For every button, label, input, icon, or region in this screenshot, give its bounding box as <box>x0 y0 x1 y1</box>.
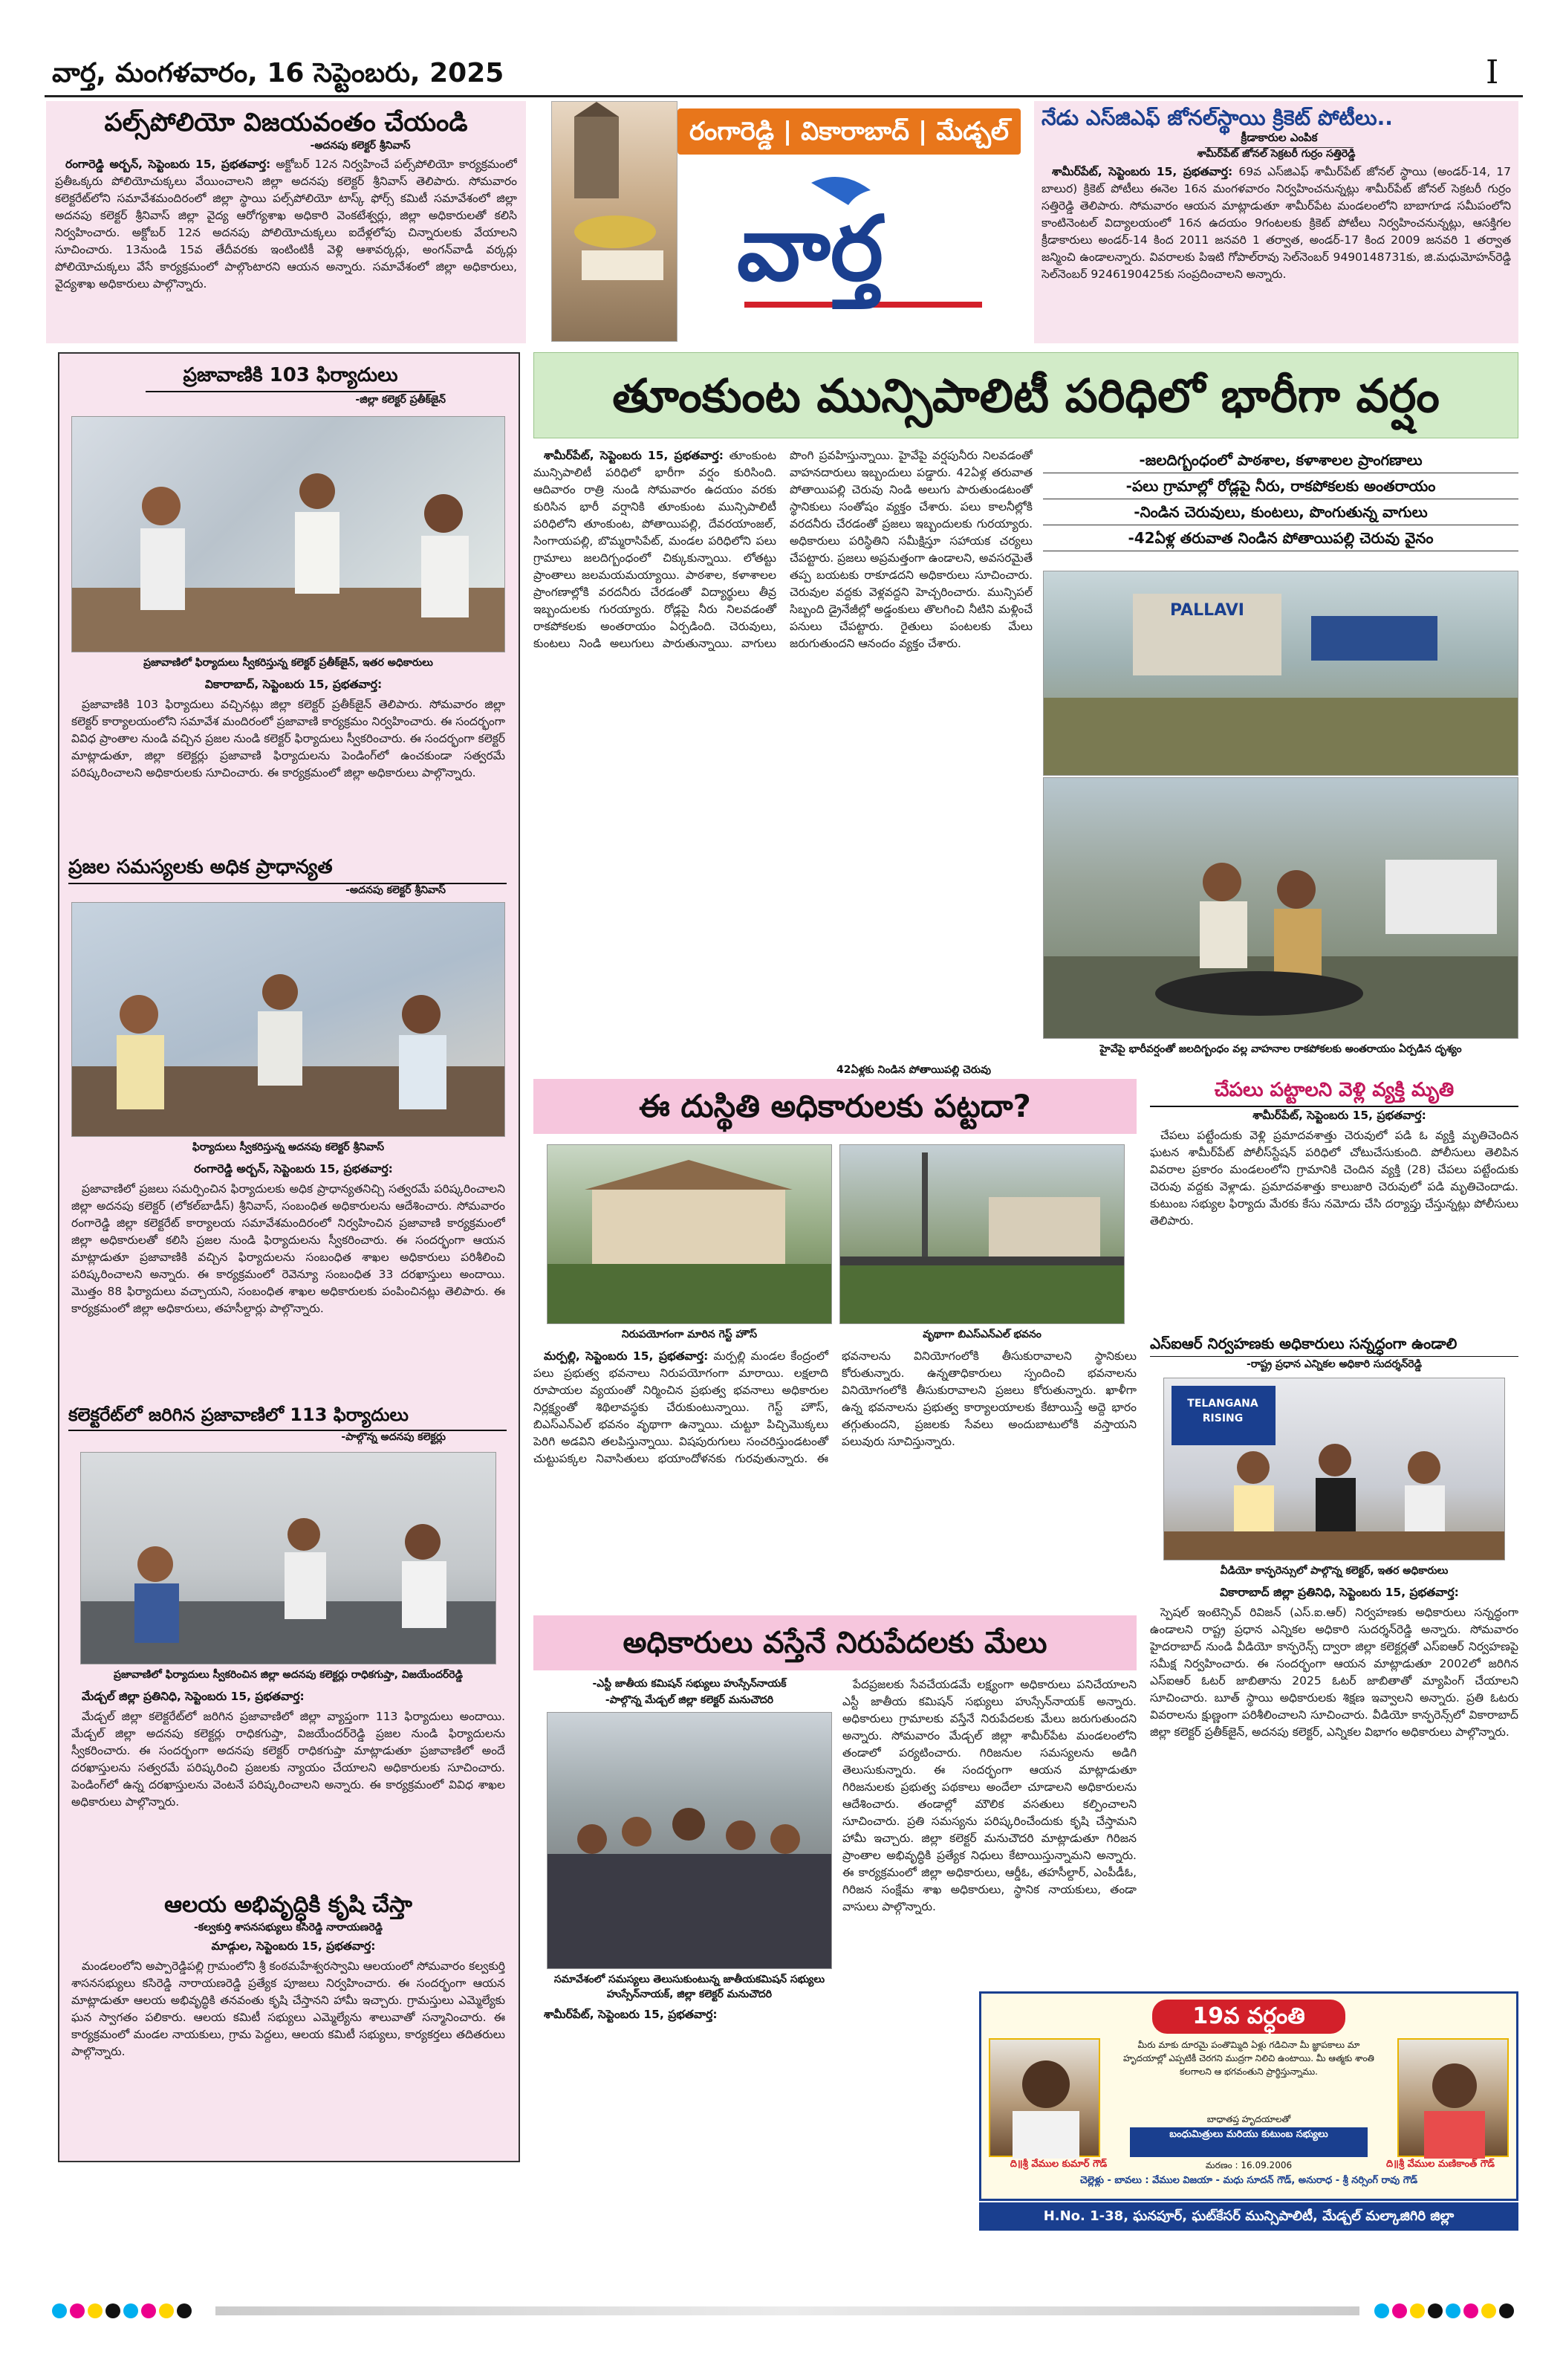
masthead: వార్త, మంగళవారం, 16 సెప్టెంబరు, 2025 <box>52 58 504 88</box>
negligence-body <box>533 1348 1137 1560</box>
fish-text: చేపలు పట్టేందుకు వెళ్లి ప్రమాదవశాత్తు చెరువులో పడి ఓ వ్యక్తి మృతిచెందిన ఘటన శామీర్‌పేట్ పోలీస్‌స్టేషన్ పరిధిలో చోటుచేసుకుంది. పోలీసులు తెలిపిన వివరాల ప్రకారం మండలంలోని గ్రామానికి చెందిన వ్యక్తి (28) చేపలు పట్టేందుకు చెరువు వద్దకు వెళ్లాడు. ప్రమాదవశాత్తు కాలుజారి చెరువులో పడి మృతిచెందాడు. కుటుంబ సభ్యుల ఫిర్యాదు మేరకు కేసు నమోదు చేసి దర్యాప్తు చేస్తున్నట్లు పోలీసులు తెలిపారు. <box>1150 1129 1518 1228</box>
officials-text: పేదప్రజలకు సేవచేయడమే లక్ష్యంగా అధికారులు పనిచేయాలని ఎస్టీ జాతీయ కమిషన్ సభ్యులు హుస్సేన్‌నాయక్ అన్నారు. అధికారులు గ్రామాలకు వస్తేనే నిరుపేదలకు మేలు జరుగుతుందని అన్నారు. సోమవారం మేడ్చల్ జిల్లా శామీర్‌పేట మండలంలోని తండాలో పర్యటించారు. గిరిజనుల సమస్యలను అడిగి తెలుసుకున్నారు. ఈ సందర్భంగా ఆయన మాట్లాడుతూ గిరిజనులకు ప్రభుత్వ పథకాలు అందేలా చూడాలని అధికారులను ఆదేశించారు. తండాల్లో మౌలిక వసతులు కల్పించాలని సూచించారు. ప్రతి సమస్యను పరిష్కరించేందుకు కృషి చేస్తామని హామీ ఇచ్చారు. జిల్లా కలెక్టర్ మనుచౌదరి మాట్లాడుతూ గిరిజన ప్రాంతాల అభివృద్ధికి ప్రత్యేక నిధులు కేటాయిస్తున్నామని అన్నారు. ఈ కార్యక్రమంలో జిల్లా అధికారులు, ఆర్డీఓ, తహసీల్దార్, ఎంపీడీఓ, గిరిజన సంక్షేమ శాఖ అధికారులు, స్థానిక నాయకులు, తండా వాసులు పాల్గొన్నారు. <box>842 1678 1137 1913</box>
registration-dot <box>123 2303 138 2318</box>
memorial-ad <box>979 1991 1518 2201</box>
polio-body <box>55 156 517 331</box>
sir-body <box>1150 1584 1518 1977</box>
memorial-poem: మీరు మాకు దూరమై పంతొమ్మిది ఏళ్లు గడిచినా మీ జ్ఞాపకాలు మా హృదయాల్లో ఎప్పటికీ చెరగని ముద్రగా నిలిచి ఉంటాయి. మీ ఆత్మకు శాంతి కలగాలని ఆ భగవంతుని ప్రార్థిస్తున్నాము. <box>1123 2040 1374 2077</box>
rain-photo-bike <box>1043 777 1518 1039</box>
prajala-headline: ప్రజల సమస్యలకు అధిక ప్రాధాన్యత <box>68 856 507 884</box>
officials-byline-2: -పాల్గొన్న మేడ్చల్ జిల్లా కలెక్టర్ మనుచౌదరి <box>605 1694 774 1706</box>
registration-dot <box>1410 2303 1425 2318</box>
temple-byline: -కల్వకుర్తి శాసనసభ్యులు కసిరెడ్డి నారాయణరెడ్డి <box>194 1922 383 1933</box>
officials-byline-1: -ఎస్టీ జాతీయ కమిషన్ సభ్యులు హుస్సేన్‌నాయక్ <box>592 1678 787 1690</box>
sir-caption: వీడియో కాన్ఫరెన్సులో పాల్గొన్న కలెక్టర్, ఇతర అధికారులు <box>1220 1565 1449 1577</box>
sir-screen-text: TELANGANA RISING <box>1187 1398 1258 1424</box>
grievance-desk-illustration <box>72 903 505 1137</box>
sir-photo <box>1163 1378 1505 1560</box>
crowd-meeting-illustration <box>547 1713 832 1969</box>
cricket-dateline: శామీర్‌పేట్, సెప్టెంబరు 15, ప్రభతవార్త: <box>1052 165 1233 178</box>
registration-dot <box>177 2303 192 2318</box>
memorial-photo-right <box>1397 2038 1509 2157</box>
officials-dateline: శామీర్‌పేట్, సెప్టెంబరు 15, ప్రభతవార్త: <box>544 2008 718 2021</box>
prajala-byline: -అదనపు కలెక్టర్ శ్రీనివాస్ <box>345 884 446 896</box>
prajavani1-photo <box>71 416 505 652</box>
collectorate-hall-illustration <box>81 1453 496 1664</box>
rain-bullet-3: -నిండిన చెరువులు, కుంటలు, పొంగుతున్న వాగులు <box>1043 499 1518 525</box>
memorial-family: బంధుమిత్రులు మరియు కుటుంబ సభ్యులు <box>1130 2127 1368 2157</box>
rain-bullets <box>1043 447 1518 566</box>
color-registration-bar <box>52 2302 1523 2320</box>
negligence-photo-guesthouse <box>547 1144 832 1324</box>
bsnl-building-illustration <box>840 1145 1125 1324</box>
registration-dot <box>141 2303 156 2318</box>
registration-dot <box>52 2303 67 2318</box>
registration-dot <box>1392 2303 1407 2318</box>
portrait-boy-illustration <box>1399 2040 1510 2159</box>
memorial-by-label: బాధాతప్త హృదయాలతో <box>1206 2114 1291 2124</box>
polio-text: అక్టోబర్ 12న నిర్వహించే పల్స్‌పోలియో కార్యక్రమంలో ప్రతీఒక్కరు పోలియోచుక్కలు వేయించాలని జిల్లా అదనపు కలెక్టర్ శ్రీనివాస్ తెలిపారు. సోమవారం కలెక్టరేట్‌లోని సమావేశమందిరంలో జిల్లా స్థాయి పల్స్‌పోలియో టాస్క్ ఫోర్స్ కమిటీ సమావేశంలో జిల్లా అదనపు కలెక్టర్ శ్రీనివాస్ జిల్లా వైద్య ఆరోగ్యశాఖ అధికారి వెంకటేశ్వర్లు, జిల్లా అధికారులతో కలిసి నిర్వహించారు. అక్టోబర్ 12న అదనపు పోలియోచుక్కలు ఐదేళ్లలోపు చిన్నారులకు వేయాలని సూచించారు. 13నుండి 15వ తేదీవరకు ఇంటింటికీ వెళ్లి ఆశావర్కర్లు, అంగన్‌వాడీ వర్కర్లు పోలియోచుక్కలు వేసే కార్యక్రమంలో పాల్గొంటారని ఆయన అన్నారు. సమావేశంలో జిల్లా అధికారులు, వైద్యశాఖ అధికారులు పాల్గొన్నారు. <box>55 158 517 291</box>
prajala-caption: ఫిర్యాదులు స్వీకరిస్తున్న అదనపు కలెక్టర్ శ్రీనివాస్ <box>192 1141 385 1153</box>
officials-headline: అధికారులు వస్తేనే నిరుపేదలకు మేలు <box>533 1615 1137 1670</box>
flooded-school-illustration <box>1044 571 1518 776</box>
memorial-relatives: చెల్లెళ్లు - బావలు : వేముల విజయా - మధు సూదన్ గౌడ్, అనురాధ - శ్రీ నర్సింగ్ రావు గౌడ్ <box>1079 2175 1418 2186</box>
officials-meeting-illustration <box>72 417 505 652</box>
cricket-subkicker: శామీర్‌పేట్ జోనల్ సెక్రటరీ గుర్రం సత్తిరెడ్డి <box>1197 148 1356 160</box>
prajavani1-byline: -జిల్లా కలెక్టర్ ప్రతీక్‌జైన్ <box>355 394 446 406</box>
prajavani1-text: ప్రజావాణికి 103 ఫిర్యాదులు వచ్చినట్లు జిల్లా కలెక్టర్ ప్రతీక్‌జైన్ తెలిపారు. సోమవారం జిల్లా కలెక్టర్ కార్యాలయంలోని సమావేశ మందిరంలో ప్రజావాణి కార్యక్రమం నిర్వహించారు. ఈ సందర్భంగా వివిధ ప్రాంతాల నుండి వచ్చిన ప్రజల నుండి కలెక్టర్ ఫిర్యాదులు స్వీకరించారు. ఈ సందర్భంగా కలెక్టర్ మాట్లాడుతూ, జిల్లా కలెక్టర్లు ప్రజావాణి ఫిర్యాదులను పెండింగ్‌లో ఉంచకుండా సత్వరమే పరిష్కరించాలని అధికారులకు సూచించారు. ఈ కార్యక్రమంలో జిల్లా అధికారులు పాల్గొన్నారు. <box>71 698 505 779</box>
negligence-headline: ఈ దుస్థితి అధికారులకు పట్టదా? <box>533 1079 1137 1134</box>
prajavani1-caption: ప్రజావాణిలో ఫిర్యాదులు స్వీకరిస్తున్న కలెక్టర్ ప్రతీక్‌జైన్, ఇతర అధికారులు <box>143 657 433 669</box>
cricket-text: 69వ ఎస్‌జిఎఫ్ శామీర్‌పేట్ జోనల్ స్థాయి (అండర్-14, 17 బాలుర) క్రికెట్ పోటీలు ఈనెల 16న మంగళవారం నిర్వహించనున్నట్లు శామీర్‌పేట్ జోనల్ సెక్రటరీ గుర్రం సత్తిరెడ్డి తెలిపారు. సోమవారం ఆయన మాట్లాడుతూ శామీర్‌పేట మండలంలోని బాబాగూడ సమీపంలోని కాంటినెంటల్ విద్యాలయంలో 16న ఉదయం 9గంటలకు క్రికెట్ పోటీలు నిర్వహించనున్నట్లు, ఆసక్తిగల క్రీడాకారులు అండర్-14 కింద 2011 జనవరి 1 తర్వాత, అండర్-17 కింద 2009 జనవరి 1 తర్వాత జన్మించి ఉండాలన్నారు. వివరాలకు పిఇటి గోపాల్‌రావు సెల్‌నెంబర్ 9490148731కు, జి.మధుమోహన్‌రెడ్డి సెల్‌నెంబర్ 9246190425కు సంప్రదించాలని అన్నారు. <box>1042 165 1511 281</box>
rain-photo-label: 42ఏళ్లకు నిండిన పోతాయిపల్లి చెరువు <box>836 1064 991 1076</box>
prajavani1-dateline: వికారాబాద్, సెప్టెంబరు 15, ప్రభతవార్త: <box>204 678 383 691</box>
officials-photo <box>547 1712 832 1969</box>
rain-bullet-4: -42ఏళ్ల తరువాత నిండిన పోతాయిపల్లి చెరువు వైనం <box>1043 525 1518 551</box>
cricket-body <box>1042 163 1511 333</box>
registration-dot <box>1499 2303 1514 2318</box>
prajavani1-headline: ప్రజావాణికి 103 ఫిర్యాదులు <box>146 364 435 392</box>
collectorate-body <box>71 1688 505 1887</box>
cricket-headline: నేడు ఎస్‌జిఎఫ్ జోనల్‌స్థాయి క్రికెట్ పోటీలు.. <box>1042 106 1393 130</box>
temple-illustration <box>552 102 678 343</box>
officials-body-right <box>842 1676 1137 2003</box>
sir-text: స్పెషల్ ఇంటెన్సివ్ రివిజన్ (ఎస్.ఐ.ఆర్) నిర్వహణకు అధికారులు సన్నద్ధంగా ఉండాలని రాష్ట్ర ప్రధాన ఎన్నికల అధికారి సుదర్శన్‌రెడ్డి అన్నారు. సోమవారం హైదరాబాద్ నుండి వీడియో కాన్ఫరెన్స్ ద్వారా జిల్లా కలెక్టర్లతో ఎస్ఐఆర్ నిర్వహణపై సమీక్ష నిర్వహించారు. ఈ సందర్భంగా ఆయన మాట్లాడుతూ 2002లో జరిగిన ఎస్ఐఆర్ ఓటర్ జాబితాను 2025 ఓటర్ జాబితాతో మ్యాపింగ్ చేయాలని సూచించారు. బూత్ స్థాయి అధికారులకు శిక్షణ ఇవ్వాలని అన్నారు. ప్రతి ఓటరు వివరాలను క్షుణ్ణంగా పరిశీలించాలని సూచించారు. వీడియో కాన్ఫరెన్స్‌లో వికారాబాద్ జిల్లా కలెక్టర్ ప్రతీక్‌జైన్, అదనపు కలెక్టర్, ఎన్నికల విభాగం అధికారులు పాల్గొన్నారు. <box>1150 1606 1518 1739</box>
registration-dot <box>1446 2303 1460 2318</box>
collectorate-dateline: మేడ్చల్ జిల్లా ప్రతినిధి, సెప్టెంబరు 15, ప్రభతవార్త: <box>82 1690 305 1703</box>
rain-body <box>533 447 1033 1098</box>
logo-wordmark: వార్త <box>737 198 883 301</box>
prajala-dateline: రంగారెడ్డి అర్బన్, సెప్టెంబరు 15, ప్రభతవార్త: <box>194 1162 393 1176</box>
memorial-right-name: ది॥శ్రీ వేముల మణికాంత్ గౌడ్ <box>1386 2159 1495 2170</box>
registration-dots-right <box>1374 2303 1523 2318</box>
temple-dateline: మాడ్గుల, సెప్టెంబరు 15, ప్రభతవార్త: <box>211 1939 376 1953</box>
banner-photo-temple <box>551 101 677 342</box>
memorial-address: H.No. 1-38, ఘనపూర్, ఘట్‌కేసర్ మున్సిపాలిటీ, మేడ్చల్ మల్కాజిగిరి జిల్లా <box>979 2202 1518 2231</box>
temple-text: మండలంలోని అప్పారెడ్డిపల్లి గ్రామంలోని శ్రీ కంఠమహేశ్వరస్వామి ఆలయంలో సోమవారం కల్వకుర్తి శాసనసభ్యులు కసిరెడ్డి నారాయణరెడ్డి ప్రత్యేక పూజలు నిర్వహించారు. ఈ సందర్భంగా ఆయన మాట్లాడుతూ ఆలయ అభివృద్ధికి తనవంతు కృషి చేస్తానని హామీ ఇచ్చారు. గ్రామస్తులు ఎమ్మెల్యేకు ఘన స్వాగతం పలికారు. ఆలయ కమిటీ సభ్యులు ఎమ్మెల్యేను శాలువాతో సన్మానించారు. ఈ కార్యక్రమంలో మండల నాయకులు, గ్రామ పెద్దలు, ఆలయ కమిటీ సభ్యులు, కార్యకర్తలు తదితరులు పాల్గొన్నారు. <box>71 1959 505 2058</box>
rain-photo-flood <box>1043 571 1518 776</box>
registration-dot <box>1428 2303 1443 2318</box>
sir-headline: ఎస్ఐఆర్ నిర్వహణకు అధికారులు సన్నద్ధంగా ఉండాలి <box>1150 1335 1518 1357</box>
rain-dateline: శామీర్‌పేట్, సెప్టెంబరు 15, ప్రభతవార్త: <box>544 449 724 462</box>
registration-dots-left <box>52 2303 201 2318</box>
school-sign: PALLAVI <box>1170 601 1244 620</box>
cricket-article <box>1034 101 1518 343</box>
sir-byline: -రాష్ట్ర ప్రధాన ఎన్నికల అధికారి సుదర్శన్‌రెడ్డి <box>1247 1358 1422 1370</box>
polio-headline: పల్స్‌పోలియో విజయవంతం చేయండి <box>104 108 468 137</box>
registration-dot <box>159 2303 174 2318</box>
rain-text: తూంకుంట మున్సిపాలిటీ పరిధిలో భారీగా వర్షం కురిసింది. ఆదివారం రాత్రి నుండి సోమవారం ఉదయం వరకు కురిసిన భారీ వర్షానికి తూంకుంట మున్సిపాలిటీ పరిధిలోని తూంకుంట, పోతాయిపల్లి, దేవరయాంజల్, సింగాయపల్లి, బొమ్మరాసిపేట్, మండల పరిధిలోని పలు గ్రామాలు జలదిగ్బంధంలో చిక్కుకున్నాయి. లోతట్టు ప్రాంతాలు జలమయమయ్యాయి. పాఠశాల, కళాశాలల ప్రాంగణాల్లోకి వరదనీరు చేరడంతో విద్యార్థులు తీవ్ర ఇబ్బందులకు గురయ్యారు. రోడ్లపై నీరు నిలవడంతో రాకపోకలకు అంతరాయం ఏర్పడింది. చెరువులు, కుంటలు నిండి అలుగులు పారుతున్నాయి. వాగులు పొంగి ప్రవహిస్తున్నాయి. హైవేపై వర్షపునీరు నిలవడంతో వాహనదారులు ఇబ్బందులు పడ్డారు. 42ఏళ్ల తరువాత పోతాయిపల్లి చెరువు నిండి అలుగు పారుతుండటంతో స్థానికులు సంతోషం వ్యక్తం చేశారు. పలు కాలనీల్లోకి వరదనీరు చేరడంతో ప్రజలు ఇబ్బందులకు గురయ్యారు. అధికారులు పరిస్థితిని సమీక్షిస్తూ సహాయక చర్యలు చేపట్టారు. ప్రజలు అప్రమత్తంగా ఉండాలని, అవసరమైతే తప్ప బయటకు రాకూడదని అధికారులు సూచించారు. చెరువుల వద్దకు వెళ్లవద్దని హెచ్చరించారు. మున్సిపల్ సిబ్బంది డ్రైనేజీల్లో అడ్డంకులు తొలగించి నీటిని మళ్లించే పనులు చేపట్టారు. రైతులు పంటలకు మేలు జరుగుతుందని ఆనందం వ్యక్తం చేశారు. <box>533 449 1033 650</box>
masthead-rule <box>45 95 1523 97</box>
officials-caption: సమావేశంలో సమస్యలు తెలుసుకుంటున్న జాతీయకమిషన్ సభ్యులు హుస్సేన్‌నాయక్, జిల్లా కలెక్టర్ మనుచౌదరి <box>553 1974 825 2000</box>
fish-headline: చేపలు పట్టాలని వెళ్లి వ్యక్తి మృతి <box>1150 1079 1518 1107</box>
negligence-caption-right: వృథాగా బిఎస్ఎన్ఎల్ భవనం <box>923 1329 1042 1340</box>
memorial-title: 19వ వర్ధంతి <box>1152 2000 1345 2034</box>
registration-dot <box>1374 2303 1389 2318</box>
banner-logo <box>700 160 1019 324</box>
fish-dateline: శామీర్‌పేట్, సెప్టెంబరు 15, ప్రభతవార్త: <box>1252 1109 1426 1122</box>
rain-bullet-2: -పలు గ్రామాల్లో రోడ్లపై నీరు, రాకపోకలకు అంతరాయం <box>1043 473 1518 499</box>
prajala-photo <box>71 902 505 1137</box>
rain-caption: హైవేపై భారీవర్షంతో జలదిగ్బంధం వల్ల వాహనాల రాకపోకలకు అంతరాయం ఏర్పడిన దృశ్యం <box>1099 1043 1462 1055</box>
registration-dot <box>1481 2303 1496 2318</box>
registration-strip <box>215 2306 1359 2315</box>
negligence-text: మర్పల్లి మండల కేంద్రంలో పలు ప్రభుత్వ భవనాలు నిరుపయోగంగా మారాయి. లక్షలాది రూపాయల వ్యయంతో నిర్మించిన ప్రభుత్వ భవనాలు అధికారుల నిర్లక్ష్యంతో శిథిలావస్థకు చేరుకుంటున్నాయి. గెస్ట్ హౌస్, బిఎస్ఎన్ఎల్ భవనం వృథాగా ఉన్నాయి. చుట్టూ పిచ్చిమొక్కలు పెరిగి అడవిని తలపిస్తున్నాయి. విషపురుగులు సంచరిస్తుండటంతో చుట్టుపక్కల నివాసితులు భయాందోళనకు గురవుతున్నారు. ఈ భవనాలను వినియోగంలోకి తీసుకురావాలని స్థానికులు కోరుతున్నారు. ఉన్నతాధికారులు స్పందించి భవనాలను వినియోగంలోకి తీసుకురావాలని ప్రజలు కోరుతున్నారు. ఖాళీగా ఉన్న భవనాలను ప్రభుత్వ కార్యాలయాలకు కేటాయిస్తే అద్దె భారం తగ్గుతుందని, ప్రజలకు సేవలు అందుబాటులోకి వస్తాయని పలువురు సూచిస్తున్నారు. <box>533 1349 1137 1465</box>
polio-byline: -అదనపు కలెక్టర్ శ్రీనివాస్ <box>310 140 411 152</box>
registration-dot <box>70 2303 85 2318</box>
prajavani1-body <box>71 676 505 855</box>
portrait-man-illustration <box>990 2040 1102 2159</box>
fish-body <box>1150 1107 1518 1327</box>
cricket-kicker: క్రీడాకారుల ఎంపిక <box>1205 131 1354 148</box>
polio-article <box>46 101 526 343</box>
registration-dot <box>88 2303 103 2318</box>
negligence-caption-left: నిరుపయోగంగా మారిన గెస్ట్ హౌస్ <box>621 1329 758 1340</box>
registration-dot <box>1463 2303 1478 2318</box>
collectorate-headline: కలెక్టరేట్‌లో జరిగిన ప్రజావాణిలో 113 ఫిర్యాదులు <box>68 1404 507 1431</box>
memorial-left-name: ది॥శ్రీ వేముల కుమార్ గౌడ్ <box>1010 2159 1108 2170</box>
district-banner <box>551 101 1021 342</box>
negligence-dateline: మర్పల్లి, సెప్టెంబరు 15, ప్రభతవార్త: <box>544 1349 709 1363</box>
memorial-photo-left <box>989 2038 1100 2157</box>
collectorate-text: మేడ్చల్ జిల్లా కలెక్టరేట్‌లో జరిగిన ప్రజావాణిలో జిల్లా వ్యాప్తంగా 113 ఫిర్యాదులు అందాయి. మేడ్చల్ జిల్లా అదనపు కలెక్టర్లు రాధికగుప్తా, విజయేందర్‌రెడ్డి ప్రజల నుండి ఫిర్యాదులను స్వీకరించారు. ఈ సందర్భంగా అదనపు కలెక్టర్ రాధికగుప్తా మాట్లాడుతూ ప్రజావాణిలో అందే దరఖాస్తులను సత్వరమే పరిష్కరించి ప్రజలకు న్యాయం చేయాలని అధికారులకు సూచించారు. పెండింగ్‌లో ఉన్న దరఖాస్తులను వెంటనే పరిష్కరించాలని అన్నారు. ఈ కార్యక్రమంలో వివిధ శాఖల అధికారులు పాల్గొన్నారు. <box>71 1710 505 1809</box>
memorial-death-date: మరణం : 16.09.2006 <box>1205 2160 1293 2170</box>
sir-dateline: వికారాబాద్ జిల్లా ప్రతినిధి, సెప్టెంబరు 15, ప్రభతవార్త: <box>1220 1586 1459 1599</box>
temple-headline: ఆలయ అభివృద్ధికి కృషి చేస్తా <box>164 1892 412 1918</box>
registration-dot <box>105 2303 120 2318</box>
negligence-photo-bsnl <box>839 1144 1125 1324</box>
rain-bullet-1: -జలదిగ్బంధంలో పాఠశాల, కళాశాలల ప్రాంగణాలు <box>1043 447 1518 473</box>
collectorate-photo <box>80 1452 496 1664</box>
collectorate-caption: ప్రజావాణిలో ఫిర్యాదులు స్వీకరించిన జిల్లా అదనపు కలెక్టర్లు రాధికగుప్తా, విజయేందర్‌రెడ్డి <box>114 1669 463 1681</box>
prajala-body <box>71 1161 505 1400</box>
guesthouse-illustration <box>547 1145 832 1324</box>
temple-body <box>71 1938 505 2155</box>
polio-dateline: రంగారెడ్డి అర్బన్, సెప్టెంబరు 15, ప్రభతవార్త: <box>65 158 271 171</box>
rider-in-water-illustration <box>1044 778 1518 1039</box>
collectorate-byline: -పాల్గొన్న అదనపు కలెక్టర్లు <box>341 1431 446 1443</box>
banner-district-strip: రంగారెడ్డి | వికారాబాద్ | మేడ్చల్ <box>677 108 1021 155</box>
rain-headline: తూంకుంట మున్సిపాలిటీ పరిధిలో భారీగా వర్షం <box>533 352 1518 438</box>
page-number: I <box>1486 53 1499 91</box>
prajala-text: ప్రజావాణిలో ప్రజలు సమర్పించిన ఫిర్యాదులకు అధిక ప్రాధాన్యతనిచ్చి సత్వరమే పరిష్కరించాలని జిల్లా అదనపు కలెక్టర్ (లోకల్‌బాడీస్) శ్రీనివాస్, సంబంధిత అధికారులను ఆదేశించారు. సోమవారం రంగారెడ్డి జిల్లా కలెక్టరేట్ కార్యాలయ సమావేశమందిరంలో నిర్వహించిన ప్రజావాణి కార్యక్రమంలో జిల్లా అధికారులతో కలిసి ప్రజల నుండి ఫిర్యాదులను స్వీకరించారు. ఈ సందర్భంగా ఆయన మాట్లాడుతూ ప్రజావాణికి వచ్చిన ఫిర్యాదులను సంబంధిత శాఖల అధికారులు పరిశీలించి పరిష్కరించాలని అన్నారు. ఈ కార్యక్రమంలో రెవెన్యూ సంబంధిత 33 దరఖాస్తులు అందాయి. మొత్తం 88 ఫిర్యాదులు వచ్చాయని, సంబంధిత శాఖల అధికారులకు పంపించినట్లు తెలిపారు. ఈ కార్యక్రమంలో జిల్లా అధికారులు, తహసీల్దార్లు పాల్గొన్నారు. <box>71 1182 505 1315</box>
